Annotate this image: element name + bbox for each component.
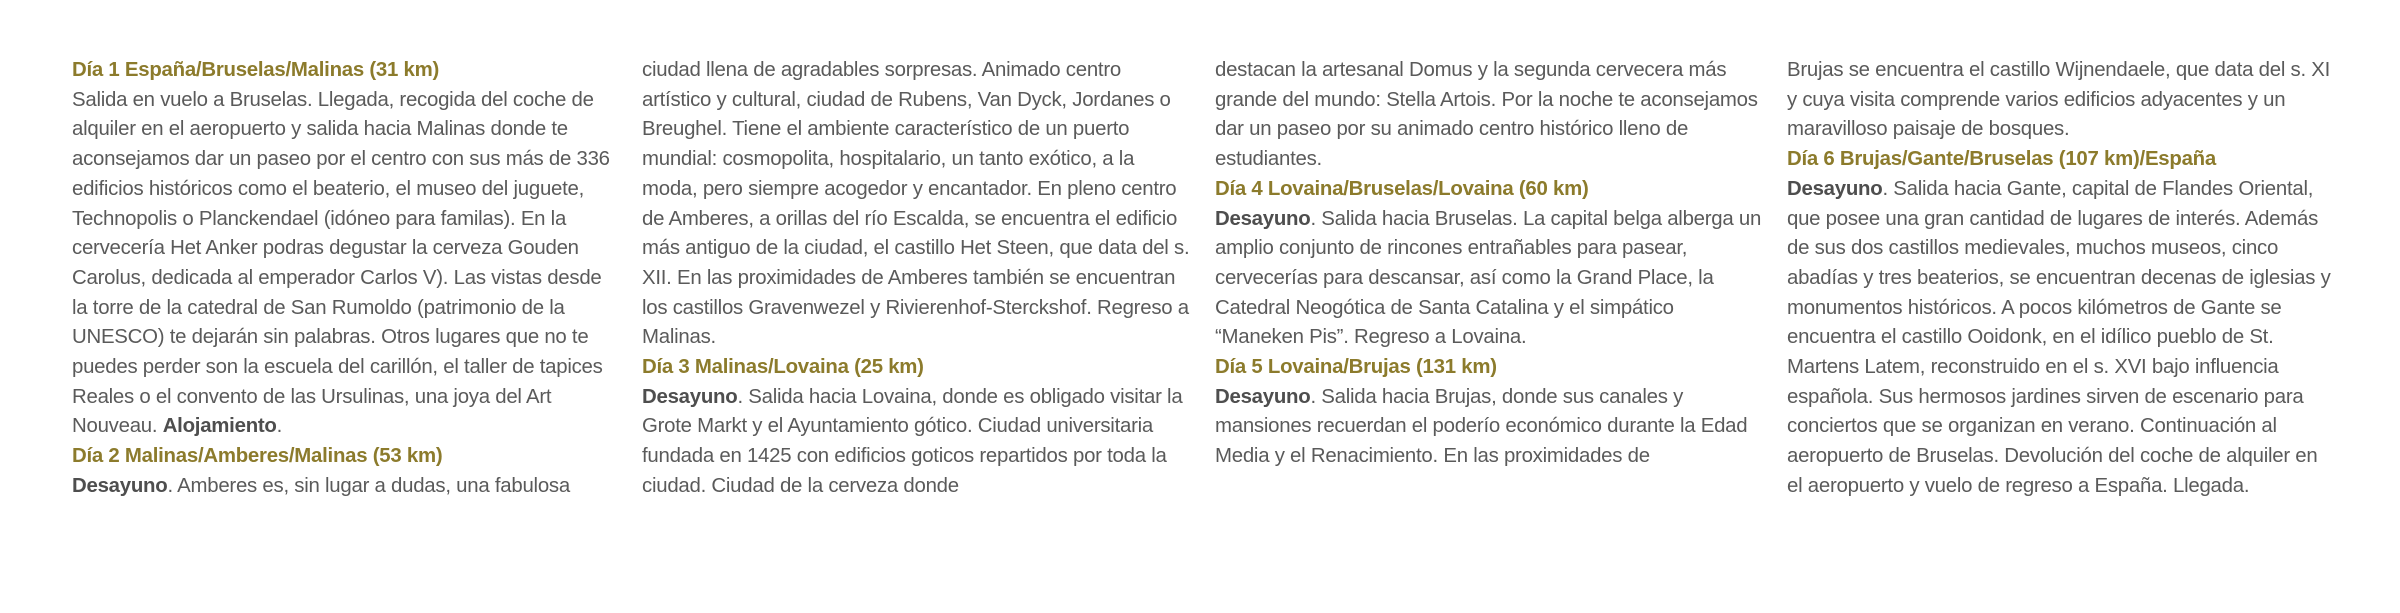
day-1-accommodation: Alojamiento [162, 415, 277, 438]
day-5-paragraph [1215, 353, 1765, 472]
day-1-end: . [276, 415, 283, 438]
day-5-text: . Salida hacia Brujas, donde sus canales y mansiones recuerdan el poderío económico durante la Edad Media y el Renacimiento. En las proximidades de [1215, 385, 1748, 468]
day-1-paragraph [72, 56, 622, 442]
day-4-text: . Salida hacia Bruselas. La capital belga alberga un amplio conjunto de rincones entrañables para pasear, cervecerías para descansar, así como la Grand Place, la Catedral Neogótica de Santa Catalina y el simpático “Maneken Pis”. Regreso a Lovaina. [1215, 207, 1762, 349]
column-2 [642, 56, 1192, 502]
column-3 [1215, 56, 1765, 472]
day-6-paragraph [1787, 145, 2337, 501]
day-5-title: Día 5 Lovaina/Brujas (131 km) [1215, 356, 1497, 379]
day-2-text: . Amberes es, sin lugar a dudas, una fabulosa [167, 474, 570, 497]
day-4-paragraph [1215, 175, 1765, 353]
day-1-title: Día 1 España/Bruselas/Malinas (31 km) [72, 59, 440, 81]
day-3-text: . Salida hacia Lovaina, donde es obligado visitar la Grote Markt y el Ayuntamiento gótico. Ciudad universitaria fundada en 1425 con edificios goticos repartidos por toda la ciudad. Ciudad de la cerveza donde [642, 385, 1183, 497]
day-3-paragraph [642, 353, 1192, 502]
day-2-continued: ciudad llena de agradables sorpresas. Animado centro artístico y cultural, ciudad de Rubens, Van Dyck, Jordanes o Breughel. Tiene el ambiente característico de un puerto mundial: cosmopolita, hospitalario, un tanto exótico, a la moda, pero siempre acogedor y encantador. En pleno centro de Amberes, a orillas del río Escalda, se encuentra el edificio más antiguo de la ciudad, el castillo Het Steen, que data del s. XII. En las proximidades de Amberes también se encuentran los castillos Gravenwezel y Rivierenhof-Sterckshof. Regreso a Malinas. [642, 59, 1190, 349]
column-4 [1787, 56, 2337, 502]
day-2-paragraph [72, 442, 622, 501]
column-1 [72, 56, 622, 502]
day-6-title: Día 6 Brujas/Gante/Bruselas (107 km)/España [1787, 148, 2216, 171]
day-3-title: Día 3 Malinas/Lovaina (25 km) [642, 356, 924, 379]
day-2-title: Día 2 Malinas/Amberes/Malinas (53 km) [72, 445, 443, 468]
day-1-text: Salida en vuelo a Bruselas. Llegada, recogida del coche de alquiler en el aeropuerto y salida hacia Malinas donde te aconsejamos dar un paseo por el centro con sus más de 336 edificios históricos como el beaterio, el museo del juguete, Technopolis o Planckendael (idóneo para familas). En la cervecería Het Anker podras degustar la cerveza Gouden Carolus, dedicada al emperador Carlos V). Las vistas desde la torre de la catedral de San Rumoldo (patrimonio de la UNESCO) te dejarán sin palabras. Otros lugares que no te puedes perder son la escuela del carillón, el taller de tapices Reales o el convento de las Ursulinas, una joya del Art Nouveau. [72, 88, 610, 438]
day-5-continued: Brujas se encuentra el castillo Wijnendaele, que data del s. XI y cuya visita comprende varios edificios adyacentes y un maravilloso paisaje de bosques. [1787, 59, 2331, 141]
day-4-title: Día 4 Lovaina/Bruselas/Lovaina (60 km) [1215, 177, 1589, 200]
day-6-text: . Salida hacia Gante, capital de Flandes Oriental, que posee una gran cantidad de lugares de interés. Además de sus dos castillos medievales, muchos museos, cinco abadías y tres beaterios, se encuentran decenas de iglesias y monumentos históricos. A pocos kilómetros de Gante se encuentra el castillo Ooidonk, en el idílico pueblo de St. Martens Latem, reconstruido en el s. XVI bajo influencia española. Sus hermosos jardines sirven de escenario para conciertos que se organizan en verano. Continuación al aeropuerto de Bruselas. Devolución del coche de alquiler en el aeropuerto y vuelo de regreso a España. Llegada. [1787, 177, 2331, 497]
day-4-breakfast: Desayuno [1215, 207, 1311, 230]
day-3-breakfast: Desayuno [642, 385, 738, 408]
day-5-breakfast: Desayuno [1215, 385, 1311, 408]
day-2-breakfast: Desayuno [72, 474, 168, 497]
day-3-continued: destacan la artesanal Domus y la segunda cervecera más grande del mundo: Stella Artois. Por la noche te aconsejamos dar un paseo por su animado centro histórico lleno de estudiantes. [1215, 59, 1758, 171]
day-6-breakfast: Desayuno [1787, 177, 1883, 200]
